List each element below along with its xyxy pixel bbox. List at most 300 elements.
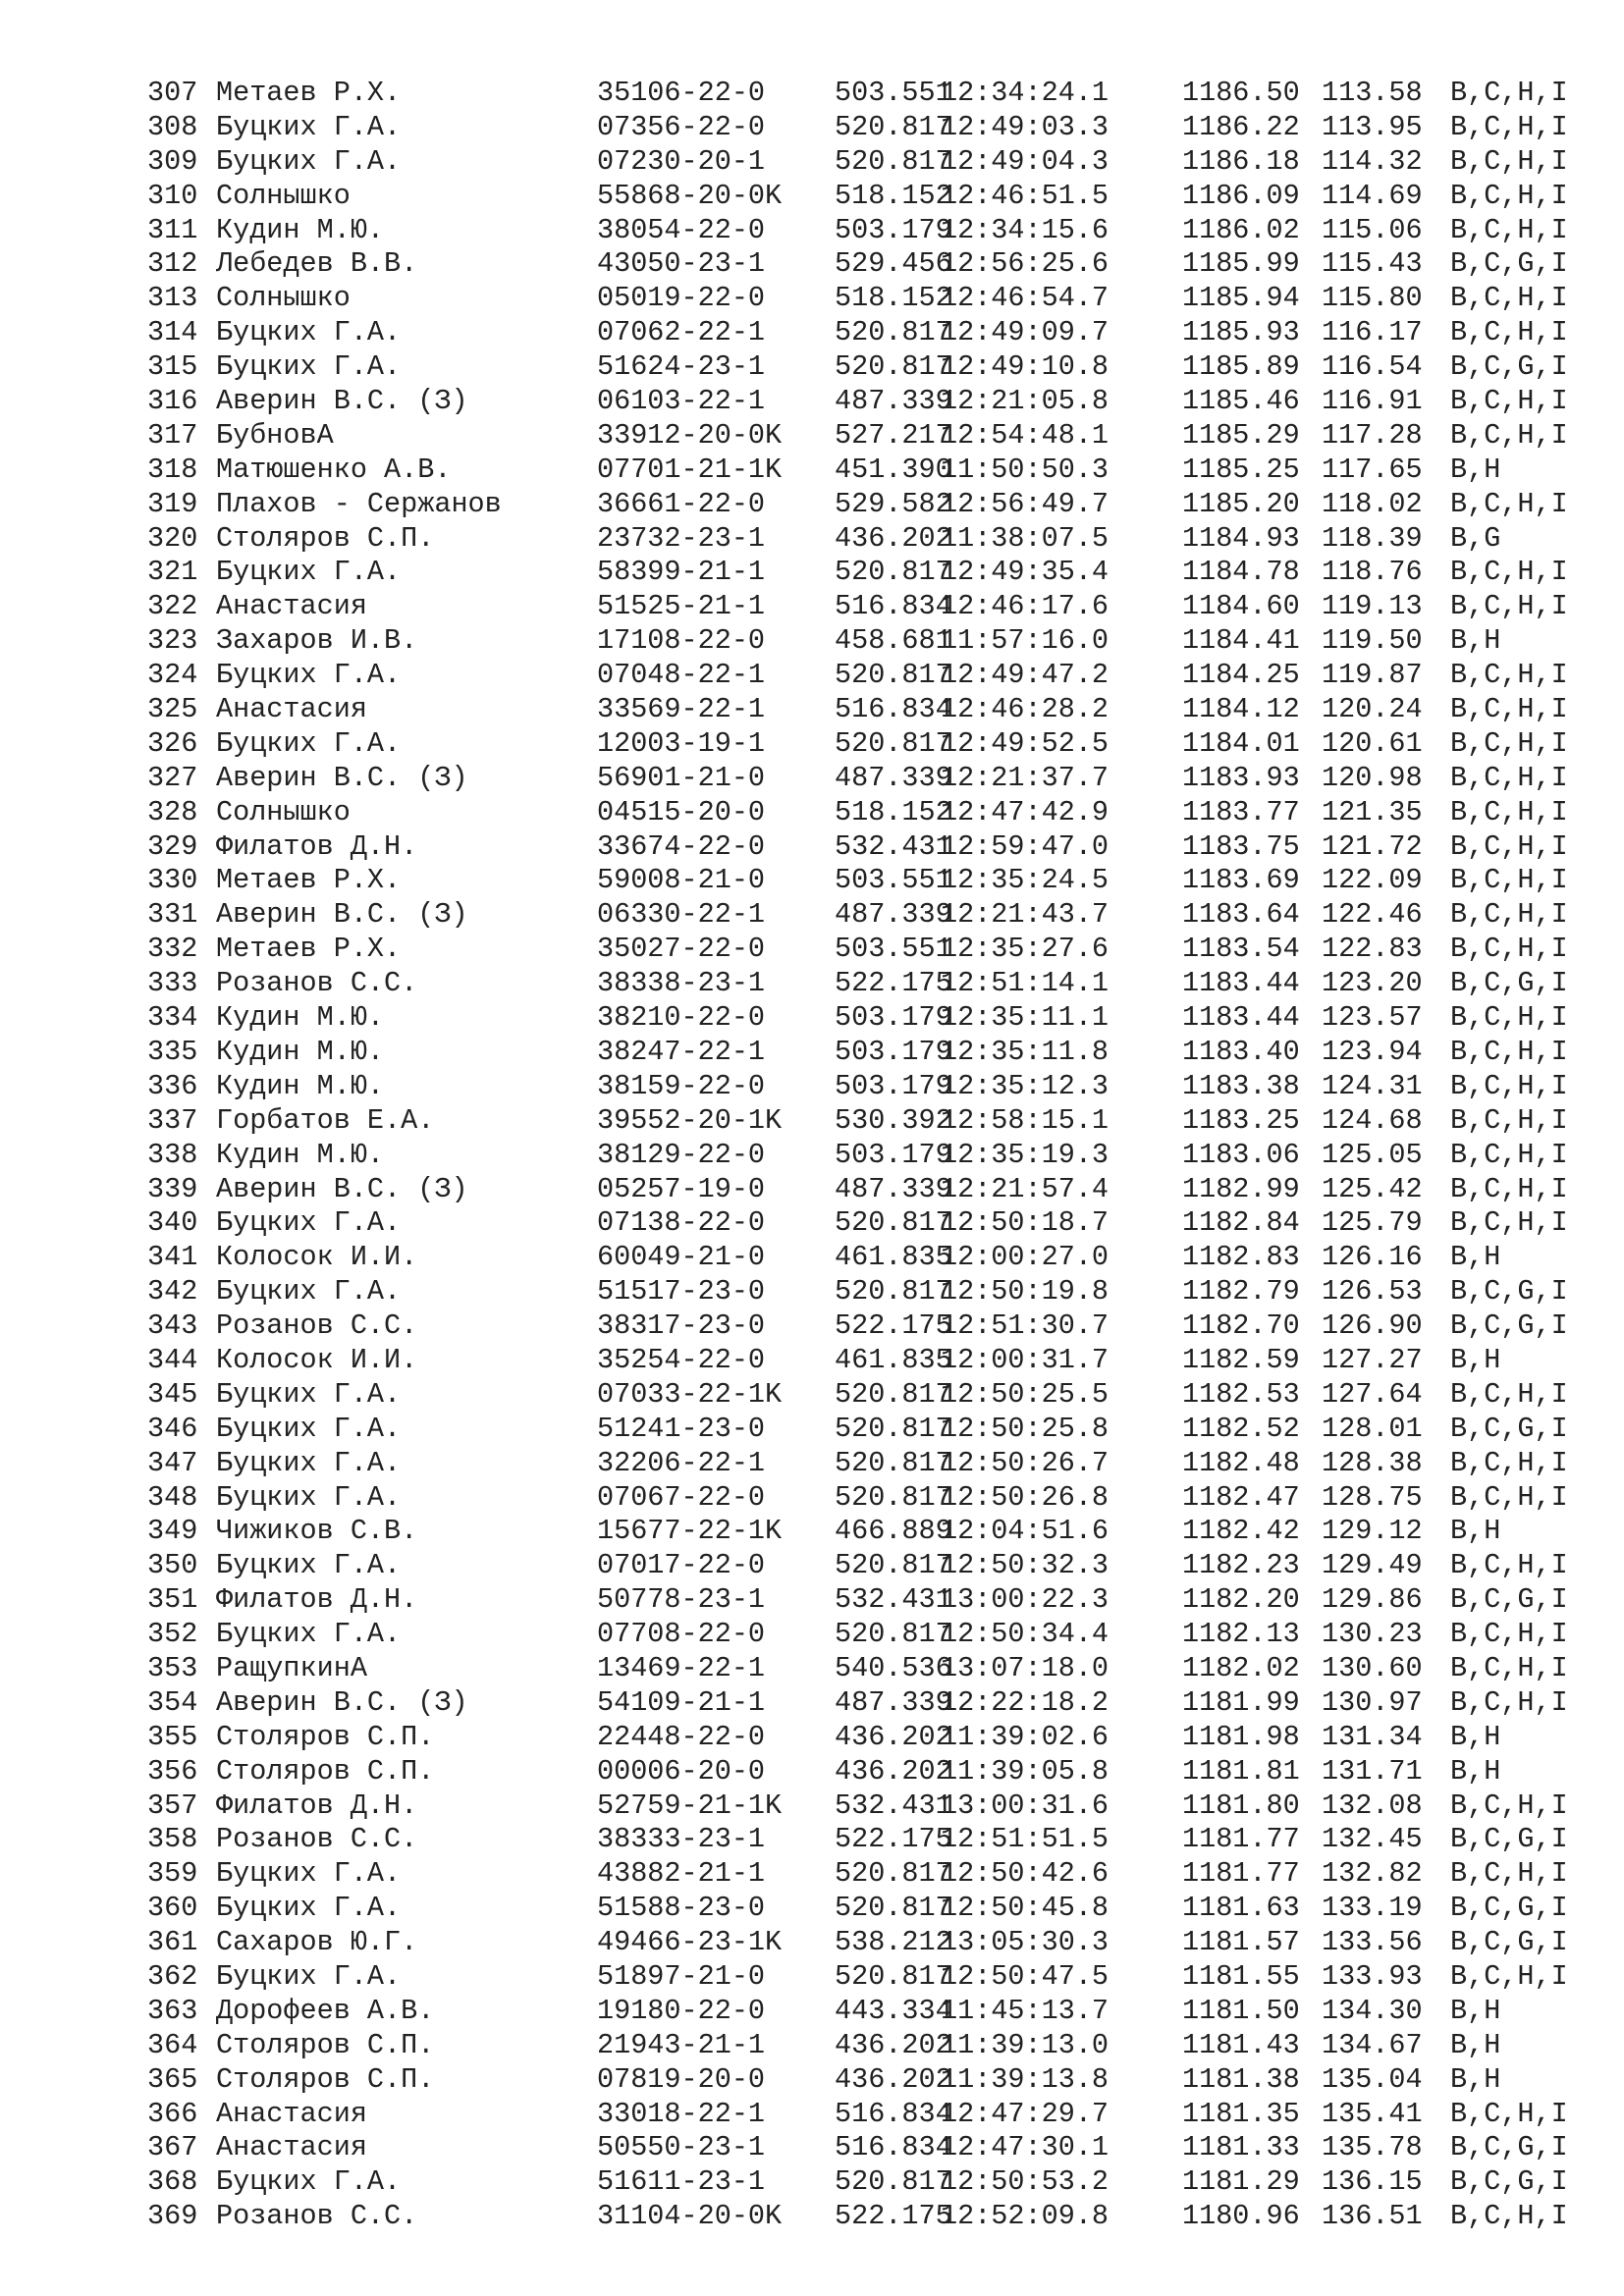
distance: 520.817 <box>835 316 952 349</box>
ring-number: 32206-22-1 <box>597 1446 766 1479</box>
arrival-time: 12:34:24.1 <box>941 77 1110 109</box>
speed: 1185.94 <box>1182 282 1300 315</box>
distance: 436.202 <box>835 1720 952 1753</box>
distance: 520.817 <box>835 726 952 760</box>
ring-number: 35106-22-0 <box>597 77 766 109</box>
distance: 522.175 <box>835 967 952 1000</box>
row-number: 326 <box>147 726 198 760</box>
ring-number: 51897-21-0 <box>597 1959 766 1993</box>
fancier-name: Буцких Г.А. <box>216 350 402 384</box>
distance: 458.681 <box>835 624 952 658</box>
speed: 1184.78 <box>1182 556 1300 589</box>
categories: B,H <box>1450 1720 1501 1753</box>
arrival-time: 12:59:47.0 <box>941 829 1110 863</box>
coefficient: 135.78 <box>1322 2131 1423 2164</box>
distance: 520.817 <box>835 1206 952 1240</box>
ring-number: 38210-22-0 <box>597 1001 766 1035</box>
arrival-time: 12:50:26.7 <box>941 1446 1110 1479</box>
ring-number: 50778-23-1 <box>597 1583 766 1617</box>
row-number: 362 <box>147 1959 198 1993</box>
row-number: 333 <box>147 967 198 1000</box>
distance: 516.834 <box>835 590 952 623</box>
arrival-time: 12:00:31.7 <box>941 1343 1110 1376</box>
fancier-name: Матюшенко А.В. <box>216 453 452 486</box>
ring-number: 07819-20-0 <box>597 2062 766 2096</box>
row-number: 329 <box>147 829 198 863</box>
row-number: 360 <box>147 1892 198 1925</box>
arrival-time: 12:46:51.5 <box>941 179 1110 212</box>
speed: 1184.01 <box>1182 726 1300 760</box>
arrival-time: 12:50:32.3 <box>941 1549 1110 1582</box>
arrival-time: 12:47:30.1 <box>941 2131 1110 2164</box>
fancier-name: Розанов С.С. <box>216 1823 418 1856</box>
row-number: 320 <box>147 521 198 555</box>
distance: 451.390 <box>835 453 952 486</box>
distance: 520.817 <box>835 110 952 143</box>
fancier-name: Столяров С.П. <box>216 521 435 555</box>
distance: 487.339 <box>835 898 952 932</box>
ring-number: 31104-20-0K <box>597 2200 783 2233</box>
arrival-time: 12:35:19.3 <box>941 1138 1110 1171</box>
arrival-time: 12:34:15.6 <box>941 213 1110 246</box>
row-number: 331 <box>147 898 198 932</box>
distance: 540.536 <box>835 1651 952 1684</box>
row-number: 332 <box>147 933 198 966</box>
categories: B,G <box>1450 521 1501 555</box>
ring-number: 58399-21-1 <box>597 556 766 589</box>
arrival-time: 12:50:25.5 <box>941 1377 1110 1411</box>
categories: B,C,H,I <box>1450 110 1568 143</box>
ring-number: 07138-22-0 <box>597 1206 766 1240</box>
ring-number: 17108-22-0 <box>597 624 766 658</box>
speed: 1181.80 <box>1182 1789 1300 1822</box>
coefficient: 120.24 <box>1322 693 1423 726</box>
ring-number: 38054-22-0 <box>597 213 766 246</box>
arrival-time: 12:52:09.8 <box>941 2200 1110 2233</box>
categories: B,C,H,I <box>1450 933 1568 966</box>
speed: 1181.33 <box>1182 2131 1300 2164</box>
row-number: 357 <box>147 1789 198 1822</box>
coefficient: 129.86 <box>1322 1583 1423 1617</box>
arrival-time: 12:22:18.2 <box>941 1685 1110 1719</box>
categories: B,C,H,I <box>1450 418 1568 452</box>
row-number: 310 <box>147 179 198 212</box>
distance: 522.175 <box>835 1309 952 1343</box>
row-number: 308 <box>147 110 198 143</box>
speed: 1186.22 <box>1182 110 1300 143</box>
categories: B,C,H,I <box>1450 659 1568 692</box>
ring-number: 38159-22-0 <box>597 1069 766 1102</box>
distance: 520.817 <box>835 144 952 178</box>
coefficient: 124.68 <box>1322 1103 1423 1137</box>
speed: 1186.09 <box>1182 179 1300 212</box>
fancier-name: Филатов Д.Н. <box>216 1583 418 1617</box>
arrival-time: 12:46:17.6 <box>941 590 1110 623</box>
categories: B,H <box>1450 1994 1501 2027</box>
distance: 516.834 <box>835 693 952 726</box>
speed: 1183.69 <box>1182 864 1300 897</box>
speed: 1181.55 <box>1182 1959 1300 1993</box>
categories: B,C,H,I <box>1450 1789 1568 1822</box>
ring-number: 13469-22-1 <box>597 1651 766 1684</box>
speed: 1182.48 <box>1182 1446 1300 1479</box>
arrival-time: 12:46:54.7 <box>941 282 1110 315</box>
ring-number: 05257-19-0 <box>597 1172 766 1205</box>
categories: B,C,H,I <box>1450 556 1568 589</box>
coefficient: 113.58 <box>1322 77 1423 109</box>
row-number: 350 <box>147 1549 198 1582</box>
speed: 1181.63 <box>1182 1892 1300 1925</box>
fancier-name: Кудин М.Ю. <box>216 1069 385 1102</box>
fancier-name: Кудин М.Ю. <box>216 1138 385 1171</box>
speed: 1182.79 <box>1182 1275 1300 1308</box>
row-number: 364 <box>147 2028 198 2061</box>
ring-number: 38129-22-0 <box>597 1138 766 1171</box>
speed: 1181.38 <box>1182 2062 1300 2096</box>
ring-number: 51611-23-1 <box>597 2165 766 2199</box>
arrival-time: 11:39:05.8 <box>941 1754 1110 1788</box>
ring-number: 07356-22-0 <box>597 110 766 143</box>
ring-number: 07033-22-1K <box>597 1377 783 1411</box>
distance: 532.431 <box>835 1789 952 1822</box>
arrival-time: 12:51:14.1 <box>941 967 1110 1000</box>
row-number: 366 <box>147 2097 198 2130</box>
arrival-time: 12:49:35.4 <box>941 556 1110 589</box>
speed: 1183.93 <box>1182 761 1300 794</box>
arrival-time: 12:50:45.8 <box>941 1892 1110 1925</box>
coefficient: 116.17 <box>1322 316 1423 349</box>
arrival-time: 12:35:12.3 <box>941 1069 1110 1102</box>
categories: B,C,H,I <box>1450 1857 1568 1891</box>
arrival-time: 12:56:25.6 <box>941 247 1110 281</box>
fancier-name: Кудин М.Ю. <box>216 213 385 246</box>
ring-number: 51241-23-0 <box>597 1412 766 1445</box>
fancier-name: Лебедев В.В. <box>216 247 418 281</box>
arrival-time: 12:21:57.4 <box>941 1172 1110 1205</box>
arrival-time: 12:04:51.6 <box>941 1515 1110 1548</box>
categories: B,C,H,I <box>1450 693 1568 726</box>
coefficient: 115.80 <box>1322 282 1423 315</box>
row-number: 311 <box>147 213 198 246</box>
categories: B,C,G,I <box>1450 1275 1568 1308</box>
categories: B,C,H,I <box>1450 1959 1568 1993</box>
ring-number: 07048-22-1 <box>597 659 766 692</box>
categories: B,C,H,I <box>1450 1069 1568 1102</box>
arrival-time: 12:21:05.8 <box>941 385 1110 418</box>
ring-number: 36661-22-0 <box>597 487 766 520</box>
distance: 487.339 <box>835 385 952 418</box>
row-number: 343 <box>147 1309 198 1343</box>
row-number: 342 <box>147 1275 198 1308</box>
coefficient: 126.16 <box>1322 1241 1423 1274</box>
speed: 1184.93 <box>1182 521 1300 555</box>
row-number: 325 <box>147 693 198 726</box>
speed: 1183.44 <box>1182 1001 1300 1035</box>
distance: 520.817 <box>835 1480 952 1514</box>
speed: 1180.96 <box>1182 2200 1300 2233</box>
arrival-time: 11:39:02.6 <box>941 1720 1110 1753</box>
ring-number: 38247-22-1 <box>597 1035 766 1068</box>
row-number: 363 <box>147 1994 198 2027</box>
coefficient: 124.31 <box>1322 1069 1423 1102</box>
row-number: 353 <box>147 1651 198 1684</box>
row-number: 319 <box>147 487 198 520</box>
distance: 461.835 <box>835 1241 952 1274</box>
categories: B,C,H,I <box>1450 1377 1568 1411</box>
row-number: 309 <box>147 144 198 178</box>
fancier-name: Горбатов Е.А. <box>216 1103 435 1137</box>
row-number: 313 <box>147 282 198 315</box>
speed: 1184.12 <box>1182 693 1300 726</box>
fancier-name: Столяров С.П. <box>216 2062 435 2096</box>
categories: B,C,G,I <box>1450 1583 1568 1617</box>
arrival-time: 12:50:26.8 <box>941 1480 1110 1514</box>
coefficient: 118.02 <box>1322 487 1423 520</box>
distance: 518.152 <box>835 179 952 212</box>
fancier-name: Розанов С.С. <box>216 967 418 1000</box>
distance: 503.179 <box>835 1001 952 1035</box>
row-number: 312 <box>147 247 198 281</box>
categories: B,C,G,I <box>1450 1412 1568 1445</box>
ring-number: 35027-22-0 <box>597 933 766 966</box>
coefficient: 131.34 <box>1322 1720 1423 1753</box>
row-number: 321 <box>147 556 198 589</box>
speed: 1185.99 <box>1182 247 1300 281</box>
ring-number: 60049-21-0 <box>597 1241 766 1274</box>
speed: 1185.46 <box>1182 385 1300 418</box>
coefficient: 113.95 <box>1322 110 1423 143</box>
arrival-time: 12:35:11.8 <box>941 1035 1110 1068</box>
categories: B,C,H,I <box>1450 144 1568 178</box>
speed: 1183.38 <box>1182 1069 1300 1102</box>
row-number: 324 <box>147 659 198 692</box>
fancier-name: Буцких Г.А. <box>216 1549 402 1582</box>
speed: 1184.60 <box>1182 590 1300 623</box>
ring-number: 51517-23-0 <box>597 1275 766 1308</box>
arrival-time: 12:49:04.3 <box>941 144 1110 178</box>
distance: 520.817 <box>835 1618 952 1651</box>
coefficient: 132.82 <box>1322 1857 1423 1891</box>
coefficient: 119.50 <box>1322 624 1423 658</box>
coefficient: 133.19 <box>1322 1892 1423 1925</box>
fancier-name: Солнышко <box>216 179 351 212</box>
arrival-time: 12:50:25.8 <box>941 1412 1110 1445</box>
coefficient: 115.43 <box>1322 247 1423 281</box>
fancier-name: Буцких Г.А. <box>216 2165 402 2199</box>
distance: 520.817 <box>835 1959 952 1993</box>
row-number: 341 <box>147 1241 198 1274</box>
coefficient: 133.93 <box>1322 1959 1423 1993</box>
coefficient: 119.13 <box>1322 590 1423 623</box>
row-number: 323 <box>147 624 198 658</box>
arrival-time: 11:50:50.3 <box>941 453 1110 486</box>
distance: 520.817 <box>835 1857 952 1891</box>
distance: 503.179 <box>835 1138 952 1171</box>
speed: 1183.64 <box>1182 898 1300 932</box>
speed: 1186.02 <box>1182 213 1300 246</box>
fancier-name: Колосок И.И. <box>216 1241 418 1274</box>
coefficient: 136.15 <box>1322 2165 1423 2199</box>
row-number: 328 <box>147 795 198 828</box>
fancier-name: Кудин М.Ю. <box>216 1035 385 1068</box>
coefficient: 120.61 <box>1322 726 1423 760</box>
fancier-name: Буцких Г.А. <box>216 1275 402 1308</box>
distance: 520.817 <box>835 1549 952 1582</box>
fancier-name: Аверин В.С. (З) <box>216 385 468 418</box>
categories: B,H <box>1450 1515 1501 1548</box>
speed: 1186.18 <box>1182 144 1300 178</box>
ring-number: 33018-22-1 <box>597 2097 766 2130</box>
ring-number: 43882-21-1 <box>597 1857 766 1891</box>
fancier-name: Буцких Г.А. <box>216 659 402 692</box>
fancier-name: Филатов Д.Н. <box>216 829 418 863</box>
row-number: 339 <box>147 1172 198 1205</box>
fancier-name: Колосок И.И. <box>216 1343 418 1376</box>
row-number: 347 <box>147 1446 198 1479</box>
arrival-time: 12:50:18.7 <box>941 1206 1110 1240</box>
distance: 503.551 <box>835 864 952 897</box>
categories: B,C,H,I <box>1450 590 1568 623</box>
categories: B,C,H,I <box>1450 795 1568 828</box>
coefficient: 135.41 <box>1322 2097 1423 2130</box>
speed: 1182.83 <box>1182 1241 1300 1274</box>
row-number: 336 <box>147 1069 198 1102</box>
fancier-name: Буцких Г.А. <box>216 1892 402 1925</box>
arrival-time: 12:35:11.1 <box>941 1001 1110 1035</box>
row-number: 335 <box>147 1035 198 1068</box>
ring-number: 21943-21-1 <box>597 2028 766 2061</box>
fancier-name: Анастасия <box>216 693 367 726</box>
coefficient: 132.45 <box>1322 1823 1423 1856</box>
fancier-name: Кудин М.Ю. <box>216 1001 385 1035</box>
speed: 1184.25 <box>1182 659 1300 692</box>
row-number: 338 <box>147 1138 198 1171</box>
distance: 522.175 <box>835 1823 952 1856</box>
fancier-name: Буцких Г.А. <box>216 110 402 143</box>
coefficient: 131.71 <box>1322 1754 1423 1788</box>
fancier-name: Анастасия <box>216 2097 367 2130</box>
ring-number: 54109-21-1 <box>597 1685 766 1719</box>
arrival-time: 12:51:51.5 <box>941 1823 1110 1856</box>
speed: 1182.42 <box>1182 1515 1300 1548</box>
fancier-name: Метаев Р.Х. <box>216 77 402 109</box>
arrival-time: 12:50:19.8 <box>941 1275 1110 1308</box>
ring-number: 22448-22-0 <box>597 1720 766 1753</box>
ring-number: 19180-22-0 <box>597 1994 766 2027</box>
categories: B,C,G,I <box>1450 1309 1568 1343</box>
coefficient: 114.69 <box>1322 179 1423 212</box>
ring-number: 35254-22-0 <box>597 1343 766 1376</box>
arrival-time: 12:47:29.7 <box>941 2097 1110 2130</box>
categories: B,C,H,I <box>1450 761 1568 794</box>
ring-number: 12003-19-1 <box>597 726 766 760</box>
coefficient: 116.91 <box>1322 385 1423 418</box>
row-number: 317 <box>147 418 198 452</box>
ring-number: 43050-23-1 <box>597 247 766 281</box>
distance: 503.551 <box>835 77 952 109</box>
coefficient: 117.65 <box>1322 453 1423 486</box>
categories: B,C,H,I <box>1450 1446 1568 1479</box>
distance: 532.431 <box>835 829 952 863</box>
distance: 443.334 <box>835 1994 952 2027</box>
fancier-name: Солнышко <box>216 795 351 828</box>
distance: 503.179 <box>835 213 952 246</box>
coefficient: 123.94 <box>1322 1035 1423 1068</box>
ring-number: 33912-20-0K <box>597 418 783 452</box>
distance: 520.817 <box>835 350 952 384</box>
speed: 1181.57 <box>1182 1926 1300 1959</box>
speed: 1182.84 <box>1182 1206 1300 1240</box>
speed: 1182.59 <box>1182 1343 1300 1376</box>
ring-number: 39552-20-1K <box>597 1103 783 1137</box>
speed: 1183.75 <box>1182 829 1300 863</box>
categories: B,C,H,I <box>1450 829 1568 863</box>
distance: 516.834 <box>835 2097 952 2130</box>
speed: 1181.29 <box>1182 2165 1300 2199</box>
ring-number: 07230-20-1 <box>597 144 766 178</box>
distance: 520.817 <box>835 2165 952 2199</box>
categories: B,C,G,I <box>1450 2131 1568 2164</box>
speed: 1181.77 <box>1182 1857 1300 1891</box>
coefficient: 118.76 <box>1322 556 1423 589</box>
arrival-time: 12:00:27.0 <box>941 1241 1110 1274</box>
fancier-name: Чижиков С.В. <box>216 1515 418 1548</box>
coefficient: 126.53 <box>1322 1275 1423 1308</box>
categories: B,C,H,I <box>1450 487 1568 520</box>
speed: 1181.81 <box>1182 1754 1300 1788</box>
categories: B,C,H,I <box>1450 1001 1568 1035</box>
row-number: 358 <box>147 1823 198 1856</box>
speed: 1183.25 <box>1182 1103 1300 1137</box>
arrival-time: 12:50:42.6 <box>941 1857 1110 1891</box>
arrival-time: 12:47:42.9 <box>941 795 1110 828</box>
fancier-name: БубновА <box>216 418 334 452</box>
fancier-name: Аверин В.С. (З) <box>216 761 468 794</box>
fancier-name: Сахаров Ю.Г. <box>216 1926 418 1959</box>
arrival-time: 12:21:37.7 <box>941 761 1110 794</box>
fancier-name: Буцких Г.А. <box>216 1618 402 1651</box>
coefficient: 121.72 <box>1322 829 1423 863</box>
arrival-time: 12:21:43.7 <box>941 898 1110 932</box>
speed: 1181.50 <box>1182 1994 1300 2027</box>
fancier-name: Буцких Г.А. <box>216 1206 402 1240</box>
coefficient: 118.39 <box>1322 521 1423 555</box>
ring-number: 38317-23-0 <box>597 1309 766 1343</box>
coefficient: 114.32 <box>1322 144 1423 178</box>
ring-number: 07708-22-0 <box>597 1618 766 1651</box>
row-number: 349 <box>147 1515 198 1548</box>
ring-number: 07701-21-1K <box>597 453 783 486</box>
coefficient: 134.30 <box>1322 1994 1423 2027</box>
fancier-name: Метаев Р.Х. <box>216 864 402 897</box>
categories: B,C,H,I <box>1450 1480 1568 1514</box>
distance: 436.202 <box>835 1754 952 1788</box>
coefficient: 127.64 <box>1322 1377 1423 1411</box>
coefficient: 123.57 <box>1322 1001 1423 1035</box>
row-number: 327 <box>147 761 198 794</box>
arrival-time: 12:35:27.6 <box>941 933 1110 966</box>
coefficient: 122.46 <box>1322 898 1423 932</box>
coefficient: 122.09 <box>1322 864 1423 897</box>
ring-number: 15677-22-1K <box>597 1515 783 1548</box>
categories: B,C,H,I <box>1450 1206 1568 1240</box>
row-number: 367 <box>147 2131 198 2164</box>
distance: 487.339 <box>835 761 952 794</box>
coefficient: 120.98 <box>1322 761 1423 794</box>
ring-number: 06103-22-1 <box>597 385 766 418</box>
distance: 503.179 <box>835 1069 952 1102</box>
categories: B,C,H,I <box>1450 1651 1568 1684</box>
